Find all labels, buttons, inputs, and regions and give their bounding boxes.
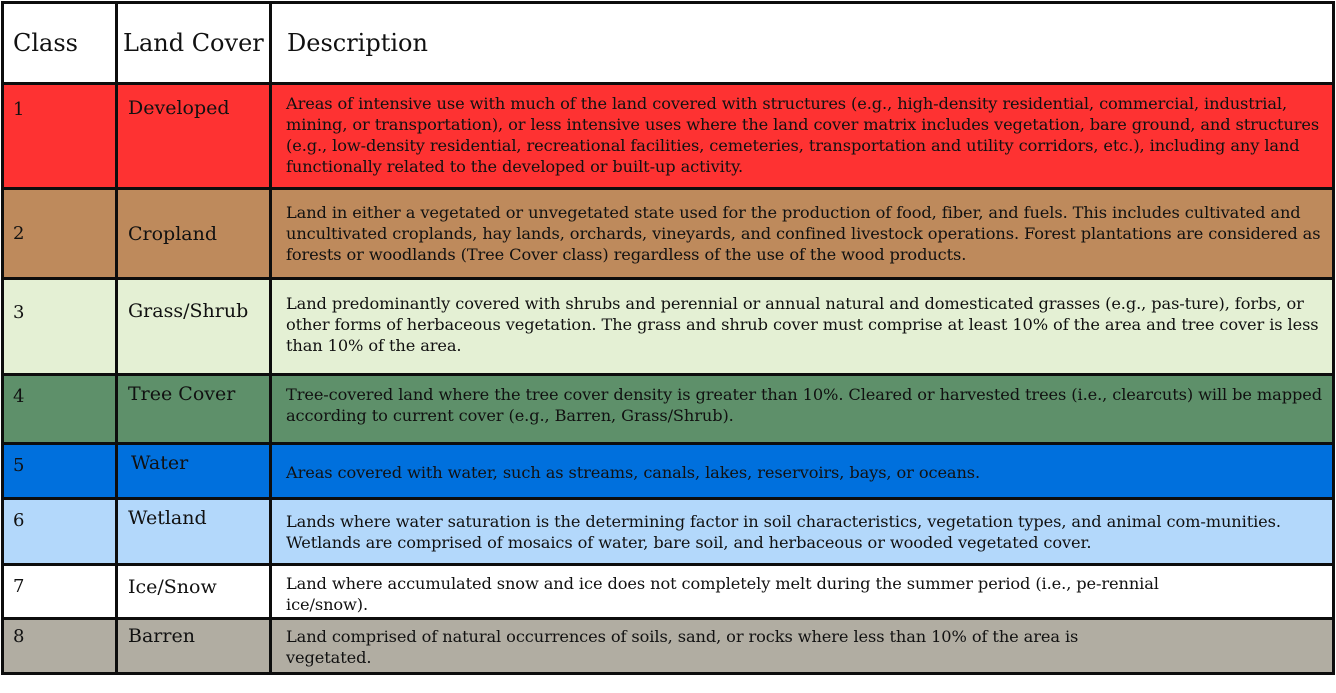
land-cover-description: Land in either a vegetated or unvegetated state used for the production of food, fiber, and fuels. This includes cultivated and uncultivated croplands, hay lands, orchards, vineyards, and confined livestock operations. Forest plantations are considered as forests or woodlands (Tree Cover class) regardless of the use of the wood products. (271, 189, 1334, 279)
table-row-ice-snow (3, 565, 1334, 619)
table-row-tree-cover (3, 375, 1334, 444)
land-cover-name: Water (117, 444, 271, 499)
land-cover-description: Tree-covered land where the tree cover density is greater than 10%. Cleared or harvested trees (i.e., clearcuts) will be mapped according to current cover (e.g., Barren, Grass/Shrub). (271, 375, 1334, 444)
header-description: Description (271, 3, 1334, 84)
table-row-grass-shrub (3, 279, 1334, 375)
table-row-wetland (3, 499, 1334, 565)
class-number: 1 (3, 84, 117, 189)
land-cover-name: Ice/Snow (117, 565, 271, 619)
land-cover-name: Developed (117, 84, 271, 189)
table-header-row (3, 3, 1334, 84)
class-number: 6 (3, 499, 117, 565)
land-cover-description: Areas covered with water, such as streams, canals, lakes, reservoirs, bays, or oceans. (271, 444, 1334, 499)
land-cover-description: Lands where water saturation is the determining factor in soil characteristics, vegetation types, and animal com-munities. Wetlands are comprised of mosaics of water, bare soil, and herbaceous or wooded vegetated cover. (271, 499, 1334, 565)
land-cover-description: Land where accumulated snow and ice does not completely melt during the summer period (i.e., pe-rennial ice/snow). (271, 565, 1334, 619)
header-class: Class (3, 3, 117, 84)
land-cover-name: Cropland (117, 189, 271, 279)
land-cover-description: Land predominantly covered with shrubs and perennial or annual natural and domesticated grasses (e.g., pas-ture), forbs, or other forms of herbaceous vegetation. The grass and shrub cover must comprise at least 10% of the area and tree cover is less than 10% of the area. (271, 279, 1334, 375)
class-number: 8 (3, 619, 117, 674)
header-land-cover: Land Cover (117, 3, 271, 84)
land-cover-name: Wetland (117, 499, 271, 565)
class-number: 4 (3, 375, 117, 444)
land-cover-name: Grass/Shrub (117, 279, 271, 375)
table-row-cropland (3, 189, 1334, 279)
table-row-barren (3, 619, 1334, 674)
class-number: 2 (3, 189, 117, 279)
class-number: 7 (3, 565, 117, 619)
land-cover-name: Tree Cover (117, 375, 271, 444)
table-row-developed (3, 84, 1334, 189)
land-cover-name: Barren (117, 619, 271, 674)
class-number: 5 (3, 444, 117, 499)
land-cover-table (1, 1, 1335, 675)
table-row-water (3, 444, 1334, 499)
land-cover-description: Areas of intensive use with much of the land covered with structures (e.g., high-density residential, commercial, industrial, mining, or transportation), or less intensive uses where the land cover matrix includes vegetation, bare ground, and structures (e.g., low-density residential, recreational facilities, cemeteries, transportation and utility corridors, etc.), including any land functionally related to the developed or built-up activity. (271, 84, 1334, 189)
land-cover-description: Land comprised of natural occurrences of soils, sand, or rocks where less than 10% of the area is vegetated. (271, 619, 1334, 674)
class-number: 3 (3, 279, 117, 375)
